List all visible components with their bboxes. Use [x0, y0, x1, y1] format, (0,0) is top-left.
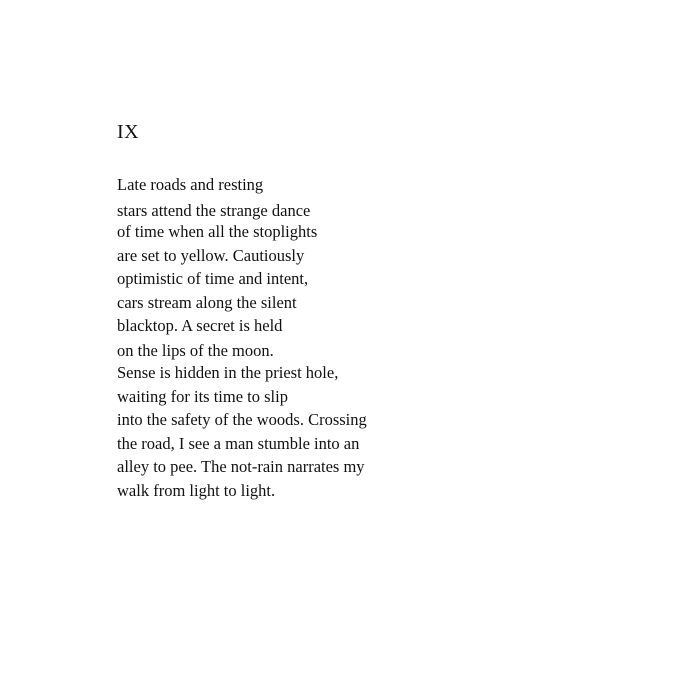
poem-title: IX: [117, 121, 140, 143]
poem-line: cars stream along the silent: [117, 292, 297, 312]
poem-line: blacktop. A secret is held: [117, 316, 283, 335]
poem-line: walk from light to light.: [117, 480, 276, 500]
poem-line: alley to pee. The not-rain narrates my: [117, 457, 365, 476]
poem-line: into the safety of the woods. Crossing: [117, 410, 367, 429]
poem-line: stars attend the strange dance: [117, 200, 311, 220]
poem-line: Sense is hidden in the priest hole,: [117, 363, 339, 382]
poem-line: are set to yellow. Cautiously: [117, 245, 305, 265]
poem-line: optimistic of time and intent,: [117, 269, 309, 288]
poem-line: of time when all the stoplights: [117, 222, 318, 241]
poem-line: Late roads and resting: [117, 175, 264, 194]
poem-body: [117, 173, 477, 502]
poem-line: the road, I see a man stumble into an: [117, 433, 360, 453]
poem-line: waiting for its time to slip: [117, 386, 288, 406]
poem-line: on the lips of the moon.: [117, 340, 274, 360]
